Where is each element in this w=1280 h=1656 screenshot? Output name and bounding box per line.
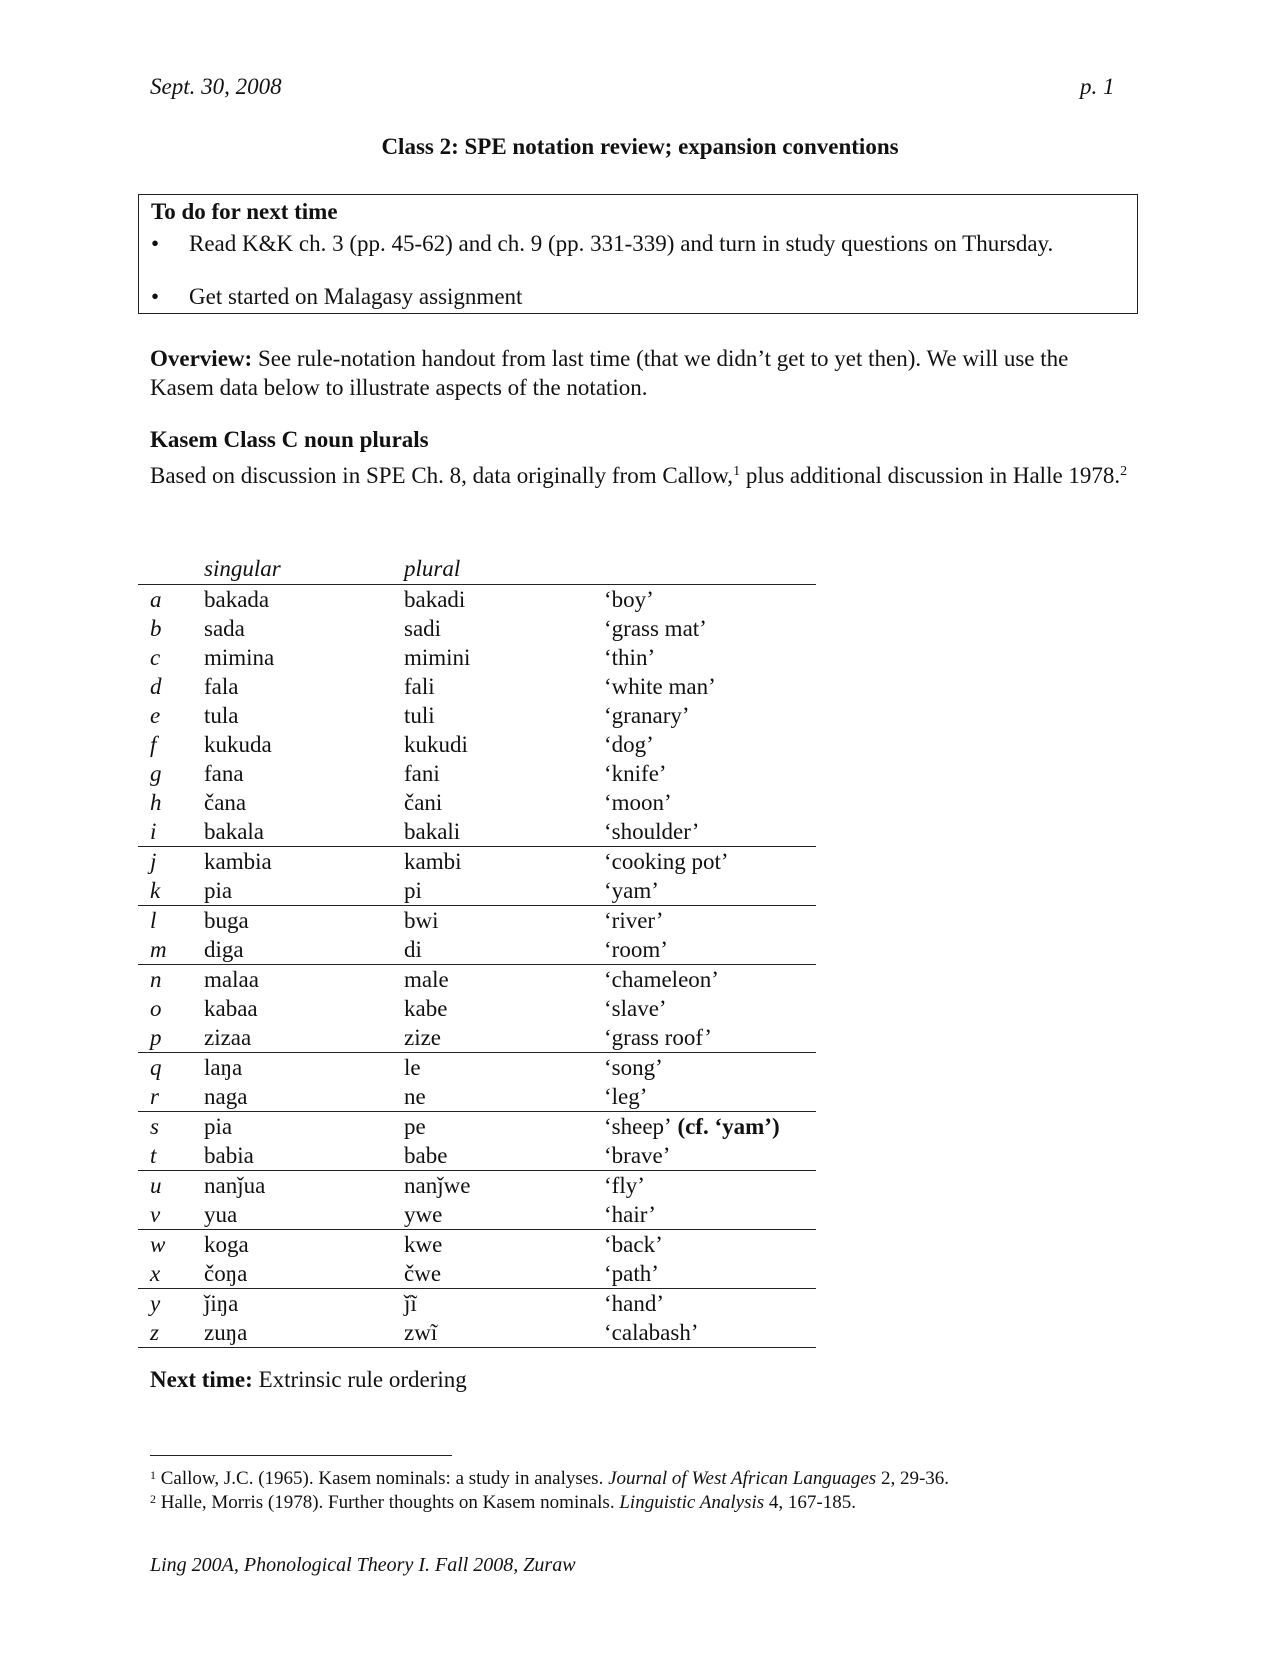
gloss: ‘calabash’: [604, 1320, 699, 1345]
row-id: a: [150, 587, 162, 612]
table-row: [138, 788, 816, 817]
table-row: [138, 643, 816, 672]
table-row: [138, 730, 816, 759]
gloss: ‘grass mat’: [604, 616, 707, 641]
footnote-2: [150, 1491, 1200, 1515]
plural-form: kambi: [404, 849, 462, 874]
gloss: ‘chameleon’: [604, 967, 719, 992]
row-id: o: [150, 996, 162, 1021]
gloss: [604, 1112, 780, 1141]
plural-form: kabe: [404, 996, 448, 1021]
gloss: ‘fly’: [604, 1173, 645, 1198]
plural-form: ne: [404, 1084, 426, 1109]
row-id: g: [150, 761, 162, 786]
row-id: m: [150, 937, 167, 962]
column-header-singular: singular: [204, 556, 281, 581]
table-row: [138, 1318, 816, 1348]
plural-form: bwi: [404, 908, 439, 933]
gloss: ‘yam’: [604, 878, 659, 903]
header-page-number: p. 1: [1080, 74, 1115, 99]
header-date: Sept. 30, 2008: [150, 74, 282, 99]
singular-form: fana: [204, 761, 244, 786]
table-row: [138, 1023, 816, 1052]
footnote-ref-2[interactable]: 2: [1120, 464, 1128, 479]
gloss: ‘boy’: [604, 587, 654, 612]
plural-form: čwe: [404, 1261, 442, 1286]
kasem-intro-text-cont: plus additional discussion in Halle 1978.: [740, 463, 1121, 488]
row-id: w: [150, 1232, 166, 1257]
kasem-intro: [150, 461, 1130, 490]
singular-form: tula: [204, 703, 239, 728]
todo-heading: To do for next time: [151, 199, 338, 224]
gloss: ‘song’: [604, 1055, 663, 1080]
plural-form: nanǰwe: [404, 1173, 471, 1198]
singular-form: buga: [204, 908, 249, 933]
table-row: [138, 759, 816, 788]
footnote-divider: [150, 1455, 452, 1456]
bullet-icon: •: [151, 284, 160, 309]
row-id: v: [150, 1202, 161, 1227]
plural-form: bakali: [404, 819, 461, 844]
next-time-label: Next time:: [150, 1367, 253, 1392]
plural-form: kwe: [404, 1232, 443, 1257]
row-id: z: [150, 1320, 159, 1345]
overview-paragraph: [150, 344, 1130, 402]
gloss: ‘moon’: [604, 790, 672, 815]
row-id: f: [150, 732, 157, 757]
singular-form: laŋa: [204, 1055, 243, 1080]
gloss: ‘slave’: [604, 996, 667, 1021]
singular-form: zizaa: [204, 1025, 252, 1050]
gloss-text: ‘sheep’: [604, 1114, 672, 1139]
singular-form: sada: [204, 616, 245, 641]
plural-form: ywe: [404, 1202, 443, 1227]
table-row: [138, 1082, 816, 1111]
singular-form: fala: [204, 674, 239, 699]
row-id: h: [150, 790, 162, 815]
plural-form: di: [404, 937, 422, 962]
footnote-journal: Journal of West African Languages: [608, 1468, 877, 1489]
row-id: u: [150, 1173, 162, 1198]
row-id: s: [150, 1114, 159, 1139]
next-time-text: Extrinsic rule ordering: [252, 1367, 467, 1392]
table-row: [138, 701, 816, 730]
plural-form: pe: [404, 1114, 426, 1139]
gloss: ‘back’: [604, 1232, 663, 1257]
table-row: [138, 1170, 816, 1200]
gloss: ‘brave’: [604, 1143, 671, 1168]
plural-form: zize: [404, 1025, 442, 1050]
table-row: [138, 994, 816, 1023]
singular-form: bakada: [204, 587, 270, 612]
page-footer: Ling 200A, Phonological Theory I. Fall 2008, Zuraw: [150, 1554, 576, 1576]
singular-form: pia: [204, 1114, 233, 1139]
plural-form: mimini: [404, 645, 471, 670]
plural-form: fali: [404, 674, 435, 699]
todo-item-text: Get started on Malagasy assignment: [189, 284, 523, 309]
singular-form: čana: [204, 790, 247, 815]
footnote-mark: 1: [150, 1468, 156, 1482]
row-id: x: [150, 1261, 161, 1286]
table-row: [138, 614, 816, 643]
row-id: n: [150, 967, 162, 992]
table-row: [138, 585, 816, 614]
row-id: k: [150, 878, 161, 903]
table-row: [138, 876, 816, 905]
table-row: [138, 817, 816, 846]
footnote-mark: 2: [150, 1492, 156, 1506]
singular-form: malaa: [204, 967, 259, 992]
gloss-note: (cf. ‘yam’): [671, 1114, 780, 1139]
table-row: [138, 1229, 816, 1259]
row-id: t: [150, 1143, 157, 1168]
plural-form: le: [404, 1055, 421, 1080]
gloss: ‘grass roof’: [604, 1025, 712, 1050]
todo-box: [138, 194, 1138, 314]
table-row: [138, 1141, 816, 1170]
row-id: i: [150, 819, 157, 844]
overview-text: See rule-notation handout from last time (that we didn’t get to yet then). We will use the Kasem data below to illustrate aspects of the notation.: [150, 346, 1069, 400]
table-row: [138, 1200, 816, 1229]
singular-form: diga: [204, 937, 244, 962]
plural-form: male: [404, 967, 449, 992]
plural-form: čani: [404, 790, 443, 815]
row-id: b: [150, 616, 162, 641]
table-row: [138, 1052, 816, 1082]
plural-form: sadi: [404, 616, 442, 641]
footnote-text: Halle, Morris (1978). Further thoughts on Kasem nominals.: [156, 1492, 620, 1513]
gloss: ‘granary’: [604, 703, 690, 728]
row-id: q: [150, 1055, 162, 1080]
table-body: [138, 585, 816, 1348]
gloss: ‘river’: [604, 908, 664, 933]
table-row: [138, 672, 816, 701]
plural-form: bakadi: [404, 587, 466, 612]
gloss: ‘room’: [604, 937, 668, 962]
table-row: [138, 935, 816, 964]
table-row: [138, 1288, 816, 1318]
plural-form: zwĩ: [404, 1320, 438, 1345]
row-id: r: [150, 1084, 159, 1109]
overview-label: Overview:: [150, 346, 253, 371]
singular-form: ǰiŋa: [204, 1291, 239, 1316]
table-row: [138, 905, 816, 935]
table-row: [138, 846, 816, 876]
kasem-heading: Kasem Class C noun plurals: [150, 427, 429, 452]
footnote-journal: Linguistic Analysis: [619, 1492, 765, 1513]
gloss: ‘shoulder’: [604, 819, 700, 844]
todo-item-text: Read K&K ch. 3 (pp. 45-62) and ch. 9 (pp. 331-339) and turn in study questions on Thursday.: [189, 231, 1054, 256]
gloss: ‘knife’: [604, 761, 667, 786]
gloss: ‘dog’: [604, 732, 654, 757]
gloss: ‘hair’: [604, 1202, 656, 1227]
gloss: ‘cooking pot’: [604, 849, 729, 874]
singular-form: naga: [204, 1084, 248, 1109]
singular-form: kabaa: [204, 996, 258, 1021]
row-id: c: [150, 645, 161, 670]
footnote-text: Callow, J.C. (1965). Kasem nominals: a study in analyses.: [156, 1468, 609, 1489]
gloss: ‘leg’: [604, 1084, 648, 1109]
row-id: p: [150, 1025, 162, 1050]
kasem-intro-text: Based on discussion in SPE Ch. 8, data originally from Callow,: [150, 463, 734, 488]
bullet-icon: •: [151, 231, 160, 256]
gloss: ‘path’: [604, 1261, 659, 1286]
table-row: [138, 1111, 816, 1141]
plural-form: pi: [404, 878, 422, 903]
singular-form: yua: [204, 1202, 238, 1227]
singular-form: pia: [204, 878, 233, 903]
row-id: j: [150, 849, 157, 874]
row-id: y: [150, 1291, 161, 1316]
page-title: Class 2: SPE notation review; expansion conventions: [381, 134, 899, 159]
singular-form: kukuda: [204, 732, 272, 757]
table-row: [138, 964, 816, 994]
footnote-text-end: 2, 29-36.: [876, 1468, 950, 1489]
singular-form: nanǰua: [204, 1173, 266, 1198]
singular-form: kambia: [204, 849, 272, 874]
singular-form: bakala: [204, 819, 265, 844]
gloss: ‘hand’: [604, 1291, 665, 1316]
singular-form: babia: [204, 1143, 254, 1168]
gloss: ‘thin’: [604, 645, 656, 670]
row-id: d: [150, 674, 162, 699]
singular-form: čoŋa: [204, 1261, 248, 1286]
plural-form: fani: [404, 761, 440, 786]
singular-form: mimina: [204, 645, 275, 670]
kasem-data-table: [138, 554, 816, 1348]
footnote-ref-1[interactable]: 1: [733, 464, 741, 479]
table-row: [138, 1259, 816, 1288]
plural-form: babe: [404, 1143, 448, 1168]
gloss: ‘white man’: [604, 674, 716, 699]
table-header: [138, 554, 816, 585]
footnote-1: [150, 1467, 1200, 1491]
footnote-text-end: 4, 167-185.: [764, 1492, 856, 1513]
row-id: e: [150, 703, 161, 728]
singular-form: zuŋa: [204, 1320, 248, 1345]
plural-form: tuli: [404, 703, 435, 728]
singular-form: koga: [204, 1232, 249, 1257]
plural-form: ǰĩ: [404, 1291, 417, 1316]
next-time-paragraph: [150, 1365, 1130, 1394]
row-id: l: [150, 908, 157, 933]
column-header-plural: plural: [404, 556, 461, 581]
plural-form: kukudi: [404, 732, 468, 757]
